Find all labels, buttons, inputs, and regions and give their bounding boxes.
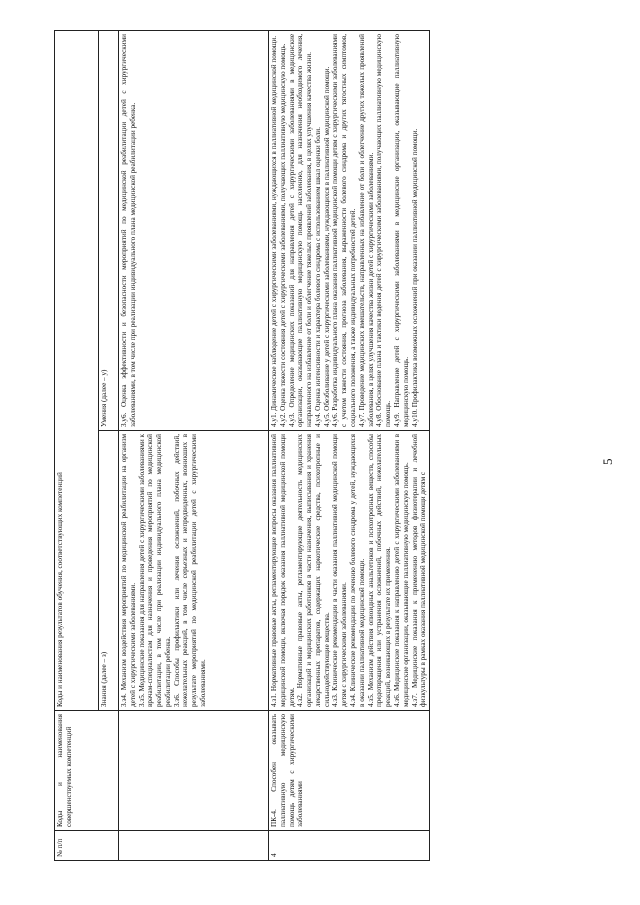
- page-number: 5: [600, 458, 615, 465]
- knowledge-item: 4.з3. Клинические рекомендации в части оказания паллиативной медицинской помощи детям с хирургическими заболеваниями.: [331, 434, 349, 707]
- skills-cell: [269, 30, 430, 430]
- knowledge-item: 4.з4. Клинические рекомендации по лечению болевого синдрома у детей, нуждающихся в оказании паллиативной медицинской помощи.: [349, 434, 366, 707]
- knowledge-item: 4.з1. Нормативные правовые акты, регламентирующие вопросы оказания паллиативной медицинской помощи, включая порядок оказания паллиативной медицинской помощи детям.: [270, 434, 296, 707]
- skill-item: 4.у5. Обезболивание у детей с хирургическими заболеваниями, нуждающихся в паллиативной медицинской помощи.: [322, 66, 331, 427]
- competencies-table: [54, 30, 430, 861]
- table-header-row: [55, 30, 99, 860]
- skill-item: 4.у2. Оценка тяжести состояния детей с хирургическими заболеваниями, получающих паллиативную медицинскую помощь.: [278, 43, 287, 427]
- knowledge-item: 3.з6. Способы профилактики или лечения осложнений, побочных действий, нежелательных реакций, в том числе серьезных и непредвиденных, возникших в результате мероприятий по медицинской реабилитации детей с хирургическими заболеваниями.: [172, 434, 208, 707]
- row-number: 4: [269, 831, 430, 861]
- results-group-header: Коды и наименования результатов обучения, соответствующих компетенций: [55, 30, 99, 710]
- col-number-header: № п/п: [55, 831, 119, 861]
- knowledge-cell: [119, 431, 269, 711]
- skill-item: 3.у6. Оценка эффективности и безопасности мероприятий по медицинской реабилитации детей с хирургическими заболеваниями, в том числе при реализации индивидуального плана медицинской реабилитации ребенка.: [120, 33, 137, 427]
- row-number: [119, 831, 269, 861]
- skill-item: 4.у1. Динамическое наблюдение детей с хирургическими заболеваниями, нуждающихся в паллиативной медицинской помощи.: [270, 35, 278, 427]
- col-knowledge-header: Знания (далее – з): [99, 431, 119, 711]
- competence-cell: ПК-4. Способен оказывать паллиативную медицинскую помощь детям с хирургическими заболеваниями: [269, 711, 430, 831]
- skill-item: 4.у9. Направление детей с хирургическими заболеваниями в медицинские организации, оказывающие паллиативную медицинскую помощь.: [392, 33, 410, 427]
- competence-cell: [119, 711, 269, 831]
- table-row: [119, 30, 269, 860]
- skill-item: 4.у7. Проведение медицинских вмешательств, направленных на избавление от боли и облегчение других тяжелых проявлений заболевания, в целях улучшения качества жизни детей с хирургическими заболеваниями.: [357, 33, 375, 427]
- skill-item: 4.у8. Обоснование плана и тактики ведения детей с хирургическими заболеваниями, получающих паллиативную медицинскую помощь.: [375, 33, 393, 427]
- col-codes-header: Коды и наименования совершенствуемых компетенций: [55, 711, 119, 831]
- knowledge-cell: [269, 431, 430, 711]
- skills-cell: [119, 30, 269, 430]
- knowledge-item: 3.з5. Медицинские показания для направления детей с хирургическими заболеваниями к врачам-специалистам для назначения и проведения мероприятий по медицинской реабилитации, в том числе при реализации индивидуального плана медицинской реабилитации ребенка.: [137, 434, 172, 707]
- knowledge-item: 4.з2. Нормативные правовые акты, регламентирующие деятельность медицинских организаций и медицинских работников в части назначения, выписывания и хранения лекарственных препаратов, содержащих наркотические средства, психотропные и сильнодействующие вещества.: [296, 434, 331, 707]
- knowledge-item: 4.з7. Медицинские показания к применению методов физиотерапии и лечебной физкультуры в рамках оказания паллиативной медицинской помощи детям с: [410, 434, 428, 707]
- skill-item: 4.у6. Разработка индивидуального плана оказания паллиативной медицинской помощи детям с хирургическими заболеваниями с учетом тяжести состояния, прогноза заболевания, выраженности болевого синдрома и других тягостных симптомов, социального положения, а также индивидуальных потребностей детей.: [331, 33, 358, 427]
- knowledge-item: 4.з5. Механизм действия опиоидных анальгетиков и психотропных веществ, способы предотвращения или устранения осложнений, побочных действий, нежелательных реакций, возникающих в результате их применения.: [366, 434, 393, 707]
- skill-item: 4.у4. Оценка интенсивности и характера болевого синдрома с использованием шкал оценки боли.: [313, 127, 322, 427]
- table-row: [269, 30, 430, 860]
- knowledge-item: 4.з6. Медицинские показания к направлению детей с хирургическими заболеваниями в медицинские организации, оказывающие паллиативную медицинскую помощь.: [392, 434, 410, 707]
- skill-item: 4.у10. Профилактика возможных осложнений при оказании паллиативной медицинской помощи.: [410, 128, 419, 427]
- knowledge-item: 3.з4. Механизм воздействия мероприятий по медицинской реабилитации на организм детей с хирургическими заболеваниями.: [120, 434, 137, 707]
- col-skills-header: Умения (далее – у): [99, 30, 119, 430]
- skill-item: 4.у3. Определение медицинских показаний для направления детей с хирургическими заболеваниями в медицинские организации, оказывающие паллиативную медицинскую помощь населению, для назначения необходимого лечения, направленного на избавление от боли и облегчение тяжелых проявлений заболевания, в целях улучшения качества жизни.: [287, 33, 314, 427]
